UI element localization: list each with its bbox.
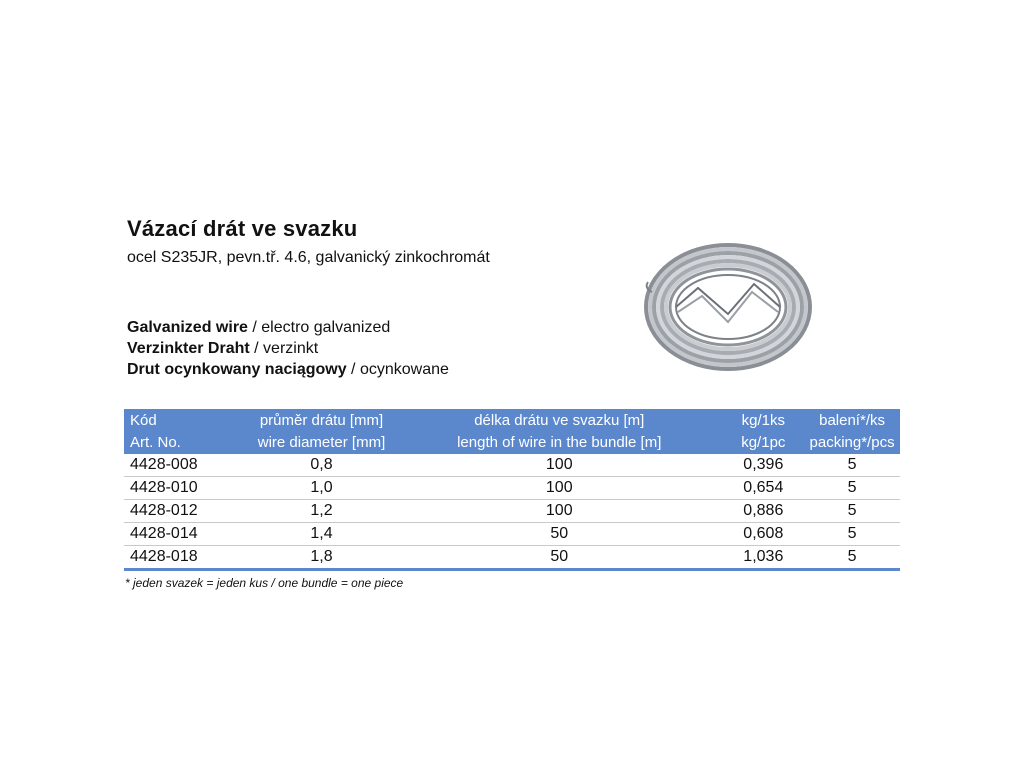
cell-length: 50 [396, 546, 723, 570]
name-line-en: Galvanized wire / electro galvanized [127, 319, 391, 336]
cell-weight: 0,608 [723, 523, 805, 546]
table-row [124, 500, 900, 523]
cell-diameter: 1,4 [247, 523, 396, 546]
header-diameter: průměr drátu [mm] wire diameter [mm] [247, 409, 396, 454]
name-line-pl: Drut ocynkowany naciągowy / ocynkowane [127, 361, 449, 378]
product-subtitle: ocel S235JR, pevn.tř. 4.6, galvanický zinkochromát [127, 249, 490, 266]
product-table [124, 409, 900, 571]
cell-code: 4428-010 [124, 477, 247, 500]
table-row [124, 477, 900, 500]
table-row [124, 454, 900, 477]
cell-weight: 0,654 [723, 477, 805, 500]
header-packing: balení*/ks packing*/pcs [804, 409, 900, 454]
cell-packing: 5 [804, 477, 900, 500]
cell-diameter: 0,8 [247, 454, 396, 477]
footnote: * jeden svazek = jeden kus / one bundle = one piece [125, 576, 404, 590]
cell-packing: 5 [804, 546, 900, 570]
product-names [127, 317, 449, 380]
cell-code: 4428-008 [124, 454, 247, 477]
cell-weight: 0,396 [723, 454, 805, 477]
table-row [124, 523, 900, 546]
cell-code: 4428-014 [124, 523, 247, 546]
header-code: Kód Art. No. [124, 409, 247, 454]
cell-weight: 1,036 [723, 546, 805, 570]
cell-packing: 5 [804, 454, 900, 477]
cell-length: 100 [396, 454, 723, 477]
cell-code: 4428-018 [124, 546, 247, 570]
cell-diameter: 1,8 [247, 546, 396, 570]
table-row [124, 546, 900, 570]
header-weight: kg/1ks kg/1pc [723, 409, 805, 454]
product-title: Vázací drát ve svazku [127, 216, 358, 241]
wire-coil-icon [638, 236, 818, 383]
table-header-row [124, 409, 900, 454]
cell-length: 100 [396, 500, 723, 523]
cell-length: 50 [396, 523, 723, 546]
cell-code: 4428-012 [124, 500, 247, 523]
name-line-de: Verzinkter Draht / verzinkt [127, 340, 319, 357]
cell-packing: 5 [804, 523, 900, 546]
cell-diameter: 1,2 [247, 500, 396, 523]
cell-length: 100 [396, 477, 723, 500]
header-length: délka drátu ve svazku [m] length of wire in the bundle [m] [396, 409, 723, 454]
cell-weight: 0,886 [723, 500, 805, 523]
cell-diameter: 1,0 [247, 477, 396, 500]
cell-packing: 5 [804, 500, 900, 523]
